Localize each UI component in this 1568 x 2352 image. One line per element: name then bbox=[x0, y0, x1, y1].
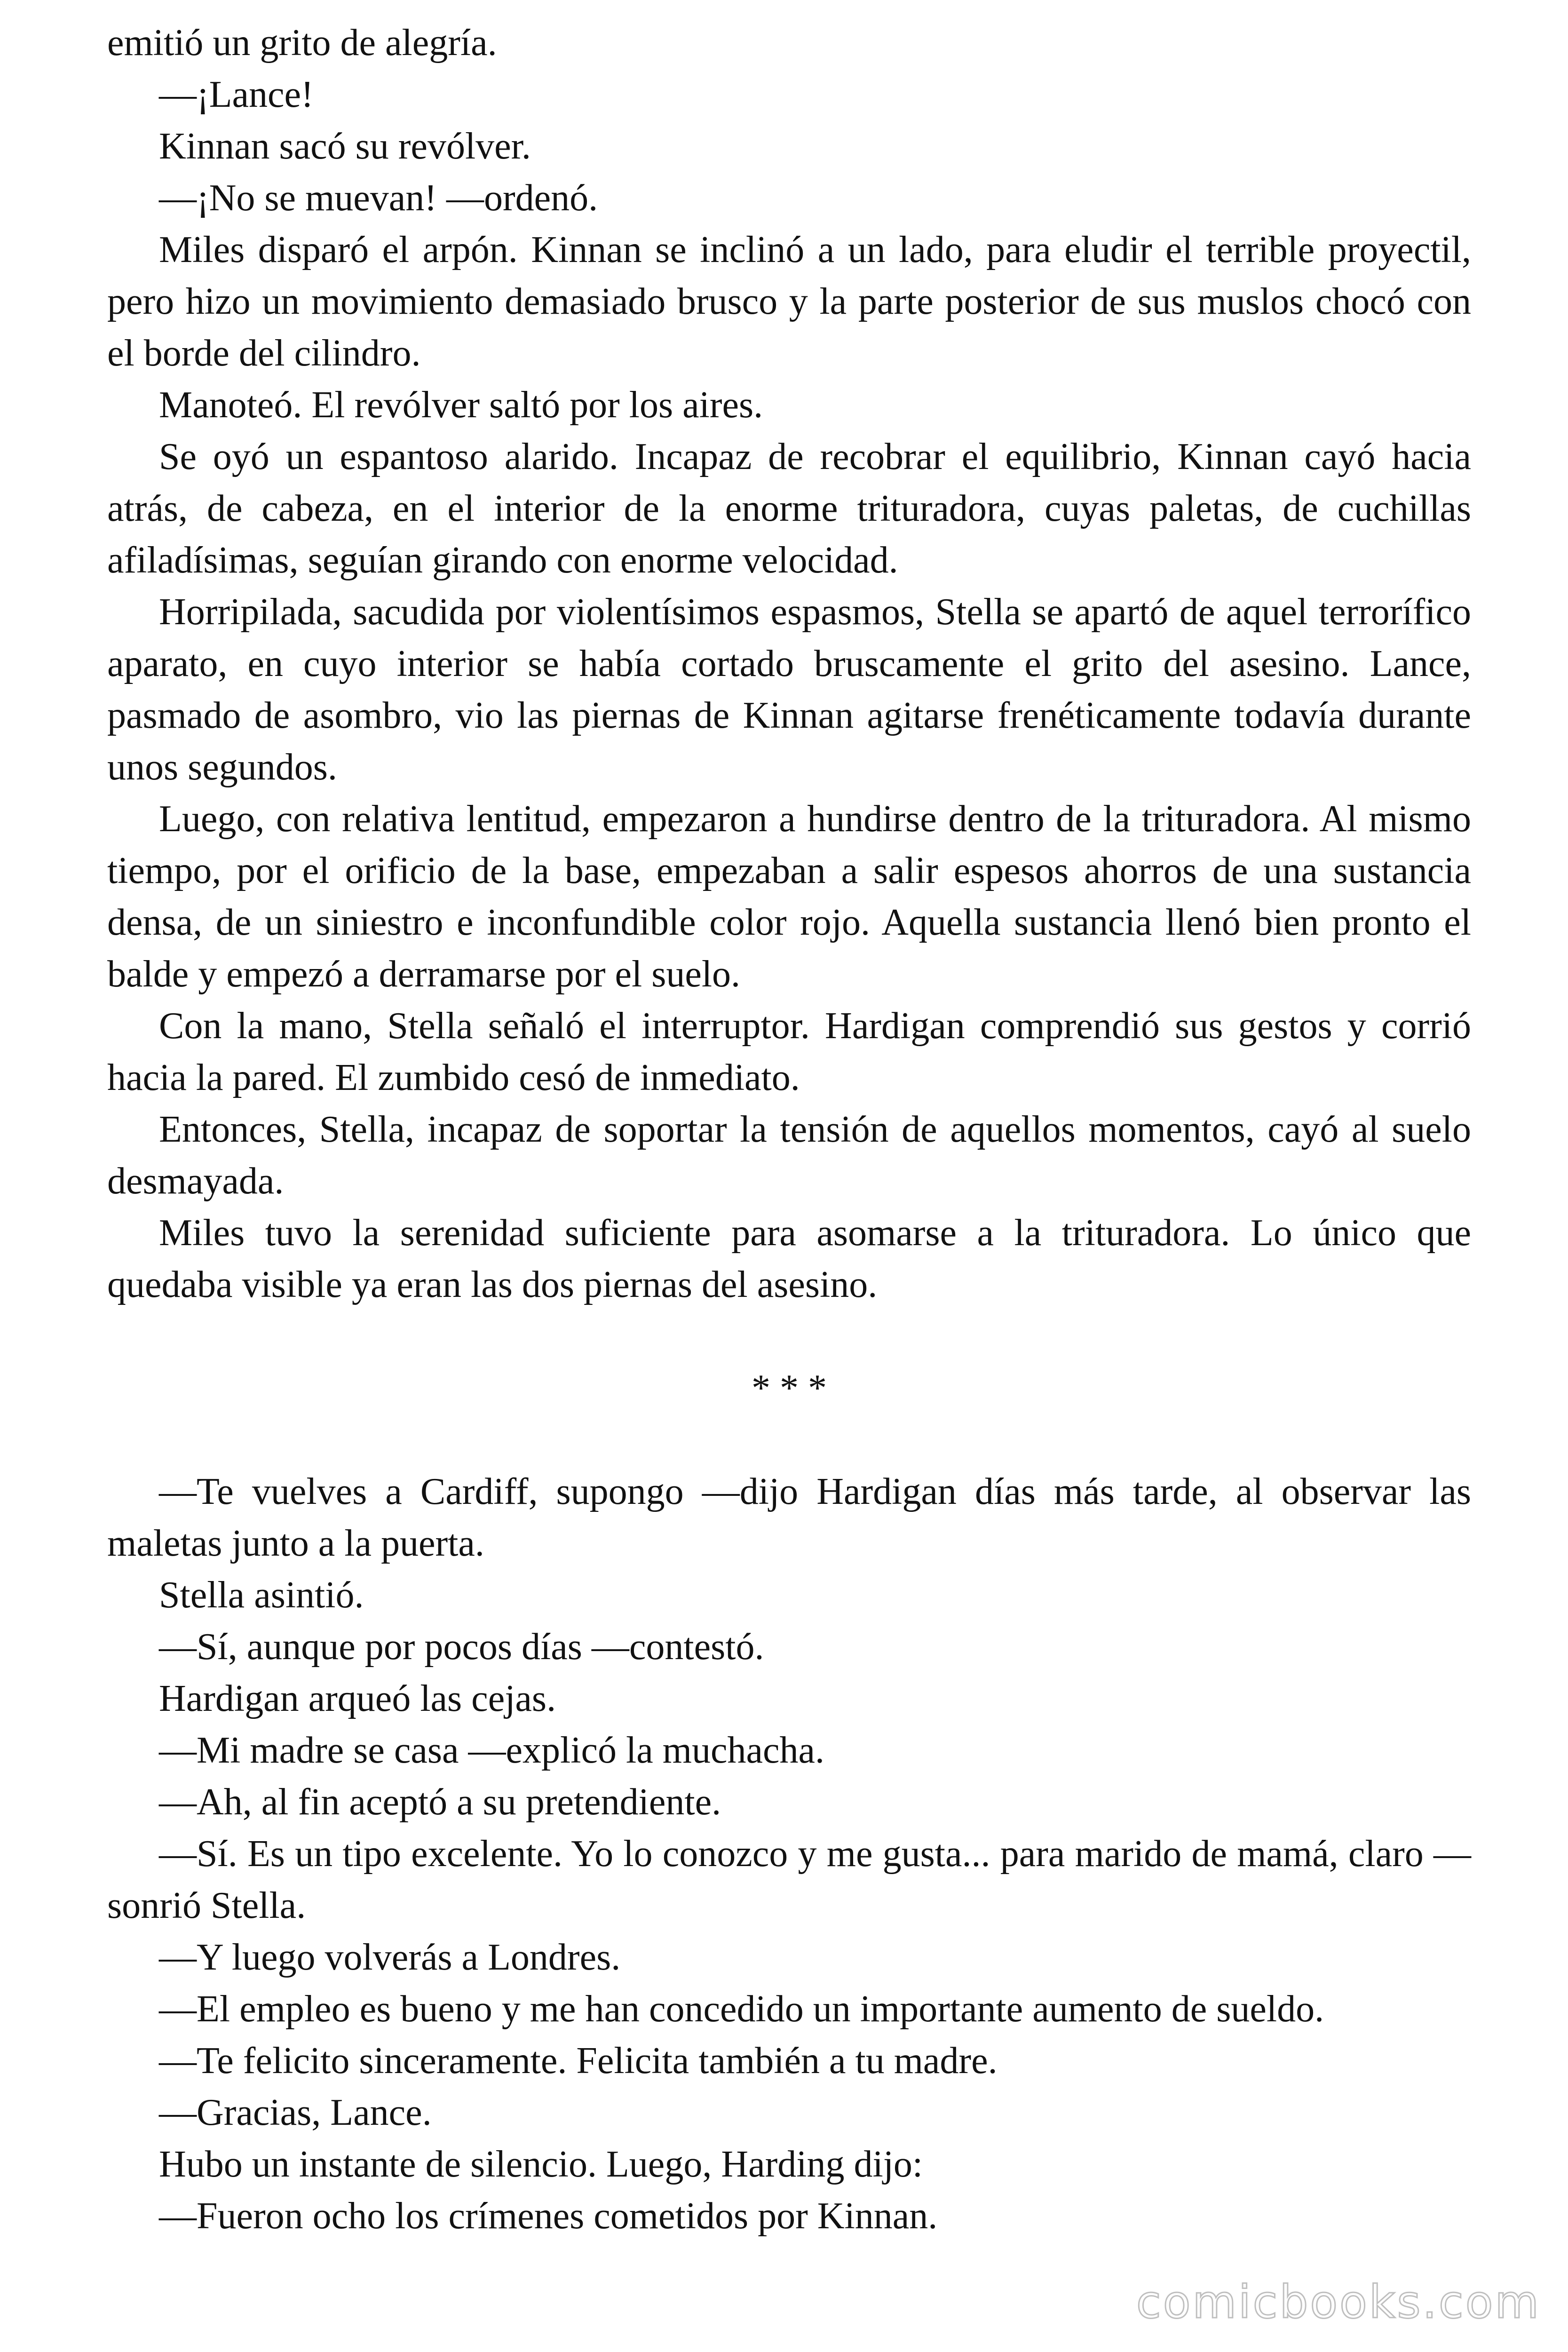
book-page bbox=[107, 17, 1471, 2242]
paragraph: —Y luego volverás a Londres. bbox=[159, 1937, 621, 1978]
paragraph: Manoteó. El revólver saltó por los aires. bbox=[159, 384, 763, 426]
watermark-logo: comicbooks.com bbox=[1136, 2276, 1541, 2328]
paragraph: —Te felicito sinceramente. Felicita también a tu madre. bbox=[159, 2040, 998, 2082]
text-section-after-break bbox=[107, 1466, 1471, 2242]
paragraph: Hardigan arqueó las cejas. bbox=[159, 1678, 556, 1719]
paragraph: —¡No se muevan! —ordenó. bbox=[159, 177, 598, 219]
paragraph: —Gracias, Lance. bbox=[159, 2092, 432, 2133]
paragraph: —Sí, aunque por pocos días —contestó. bbox=[159, 1626, 764, 1668]
paragraph: —Te vuelves a Cardiff, supongo —dijo Hardigan días más tarde, al observar las maletas junto a la puerta. bbox=[107, 1471, 1471, 1564]
paragraph: Miles disparó el arpón. Kinnan se inclinó a un lado, para eludir el terrible proyectil, pero hizo un movimiento demasiado brusco y la parte posterior de sus muslos chocó con el borde del cilindro. bbox=[107, 229, 1471, 374]
paragraph: —Sí. Es un tipo excelente. Yo lo conozco y me gusta... para marido de mamá, claro —sonrió Stella. bbox=[107, 1833, 1471, 1926]
paragraph: Stella asintió. bbox=[159, 1574, 364, 1616]
paragraph: —Ah, al fin aceptó a su pretendiente. bbox=[159, 1781, 721, 1823]
paragraph: —¡Lance! bbox=[159, 74, 314, 115]
paragraph: —Fueron ocho los crímenes cometidos por Kinnan. bbox=[159, 2195, 938, 2237]
paragraph: Miles tuvo la serenidad suficiente para asomarse a la trituradora. Lo único que quedaba visible ya eran las dos piernas del asesino. bbox=[107, 1212, 1471, 1305]
paragraph: Horripilada, sacudida por violentísimos espasmos, Stella se apartó de aquel terrorífico aparato, en cuyo interior se había cortado bruscamente el grito del asesino. Lance, pasmado de asombro, vio las piernas de Kinnan agitarse frenéticamente todavía durante unos segundos. bbox=[107, 591, 1471, 788]
paragraph: emitió un grito de alegría. bbox=[107, 22, 497, 64]
paragraph: Kinnan sacó su revólver. bbox=[159, 126, 531, 167]
paragraph: —Mi madre se casa —explicó la muchacha. bbox=[159, 1730, 824, 1771]
scene-break: * * * bbox=[752, 1367, 827, 1409]
paragraph: —El empleo es bueno y me han concedido un importante aumento de sueldo. bbox=[159, 1988, 1324, 2030]
paragraph: Se oyó un espantoso alarido. Incapaz de recobrar el equilibrio, Kinnan cayó hacia atrás, de cabeza, en el interior de la enorme trituradora, cuyas paletas, de cuchillas afiladísimas, seguían girando con enorme velocidad. bbox=[107, 436, 1471, 581]
paragraph: Hubo un instante de silencio. Luego, Harding dijo: bbox=[159, 2144, 923, 2185]
paragraph: Luego, con relativa lentitud, empezaron a hundirse dentro de la trituradora. Al mismo tiempo, por el orificio de la base, empezaban a salir espesos ahorros de una sustancia densa, de un siniestro e inconfundible color rojo. Aquella sustancia llenó bien pronto el balde y empezó a derramarse por el suelo. bbox=[107, 798, 1471, 995]
paragraph: Con la mano, Stella señaló el interruptor. Hardigan comprendió sus gestos y corrió hacia la pared. El zumbido cesó de inmediato. bbox=[107, 1005, 1471, 1098]
paragraph: Entonces, Stella, incapaz de soportar la tensión de aquellos momentos, cayó al suelo desmayada. bbox=[107, 1109, 1471, 1202]
text-section-before-break bbox=[107, 17, 1471, 1311]
